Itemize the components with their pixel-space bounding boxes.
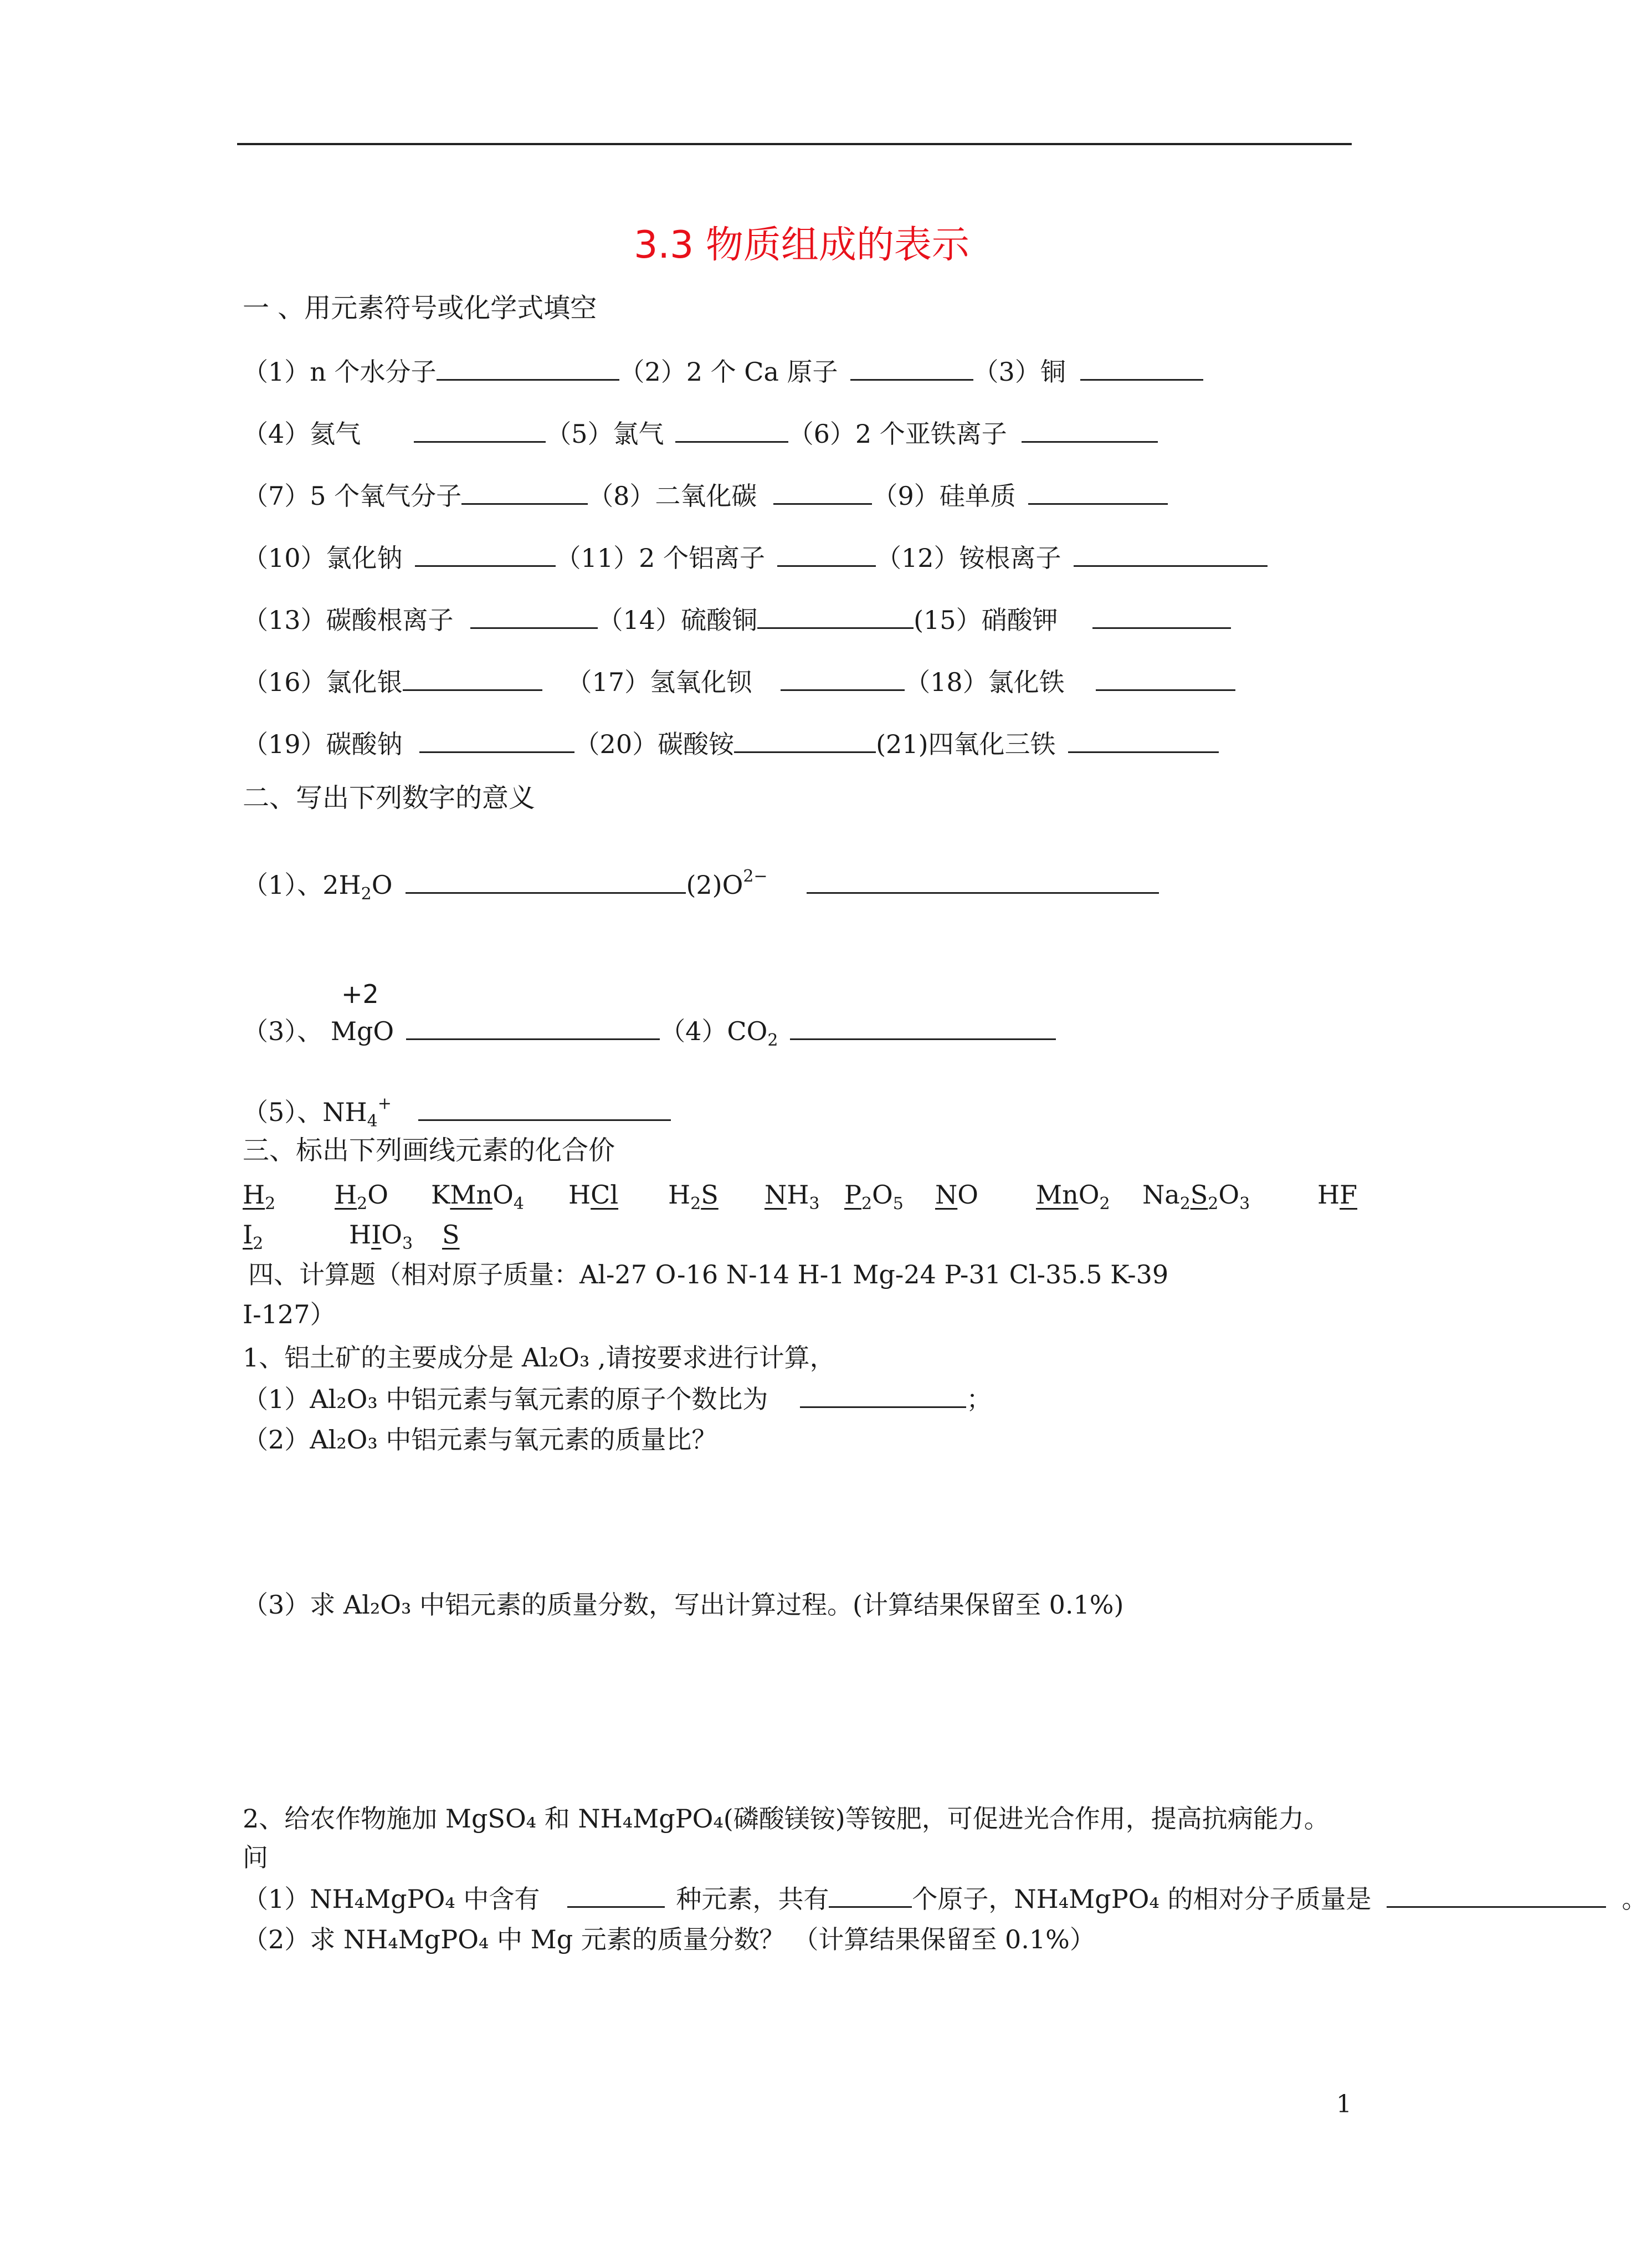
s1-item: （9）硅单质 (872, 481, 1016, 511)
answer-blank[interactable] (414, 417, 546, 443)
s4-q1-2: （2）Al₂O₃ 中铝元素与氧元素的质量比？ (243, 1425, 717, 1455)
s2-q3-charge: +2 (341, 979, 379, 1009)
s1-item: （13）碳酸根离子 (243, 605, 454, 635)
answer-blank[interactable] (406, 868, 686, 894)
s1-item: (21)四氧化三铁 (876, 729, 1056, 759)
answer-blank[interactable] (800, 1382, 966, 1408)
answer-blank[interactable] (418, 1095, 671, 1121)
answer-blank[interactable] (1074, 541, 1268, 567)
s1-item: （12）铵根离子 (875, 543, 1061, 573)
s4-q1-1 (243, 1382, 992, 1416)
section4-heading: 四、计算题（相对原子质量：Al-27 O-16 N-14 H-1 Mg-24 P-31 Cl-35.5 K-39 (248, 1260, 1169, 1289)
formula-kmno4: KMnO$_4$ (431, 1180, 524, 1214)
section2-heading: 二、写出下列数字的意义 (243, 782, 536, 813)
s1-item: （4）氦气 (243, 419, 361, 449)
s1-item: （14）硫酸铜 (597, 605, 758, 635)
answer-blank[interactable] (1080, 355, 1203, 381)
formula-h2o: $H_2O$ (335, 1180, 388, 1214)
s4-q2-2: （2）求 NH₄MgPO₄ 中 Mg 元素的质量分数？ （计算结果保留至 0.1%） (243, 1924, 1095, 1954)
answer-blank[interactable] (437, 355, 619, 381)
answer-blank[interactable] (1096, 665, 1235, 691)
answer-blank[interactable] (734, 727, 876, 753)
page-title: 3.3 物质组成的表示 (634, 223, 969, 267)
s2-line-2 (243, 1014, 1056, 1048)
formula-na2s2o3: $Na_2S_2O_3$ (1142, 1180, 1250, 1214)
s4-q1-1-text: （1）Al₂O₃ 中铝元素与氧元素的原子个数比为 (243, 1384, 768, 1414)
answer-blank[interactable] (757, 603, 914, 629)
answer-blank[interactable] (1028, 479, 1168, 505)
answer-blank[interactable] (829, 1882, 912, 1908)
s1-line-1 (243, 355, 1203, 388)
s2-q5-label: （5）、NH (243, 1097, 367, 1127)
s1-item: （10）氯化钠 (243, 543, 403, 573)
s1-item: （1）n 个水分子 (243, 357, 437, 387)
s2-line-1 (243, 868, 1159, 902)
section3-heading: 三、标出下列画线元素的化合价 (243, 1135, 615, 1166)
s1-item: (15）硝酸钾 (914, 605, 1058, 635)
answer-blank[interactable] (470, 603, 598, 629)
s2-q4-sub: 2 (767, 1031, 778, 1050)
formula-i2: $I_2$ (243, 1220, 264, 1253)
s1-line-5 (243, 603, 1231, 637)
formula-no: NO (935, 1180, 978, 1210)
answer-blank[interactable] (461, 479, 588, 505)
s1-line-3 (243, 479, 1168, 513)
answer-blank[interactable] (1022, 417, 1158, 443)
s1-item: （17）氢氧化钡 (566, 667, 752, 697)
s1-line-6 (243, 665, 1235, 699)
s1-item: （18）氯化铁 (905, 667, 1065, 697)
s1-item: （20）碳酸铵 (574, 729, 735, 759)
answer-blank[interactable] (567, 1882, 665, 1908)
s4-q2-1-a: （1）NH₄MgPO₄ 中含有 (243, 1884, 540, 1914)
s2-q2-sup: 2− (743, 867, 768, 886)
s1-item: （6）2 个亚铁离子 (788, 419, 1007, 449)
s2-q1-label: （1）、2H (243, 870, 361, 900)
s2-line-3 (243, 1095, 671, 1129)
s4-q2-intro: 2、给农作物施加 MgSO₄ 和 NH₄MgPO₄(磷酸镁铵)等铵肥，可促进光合作用，提高抗病能力。 (243, 1804, 1330, 1834)
answer-blank[interactable] (1387, 1882, 1606, 1908)
section1-heading: 一 、用元素符号或化学式填空 (243, 293, 597, 324)
s1-line-4 (243, 541, 1268, 575)
answer-blank[interactable] (1068, 727, 1219, 753)
header-rule (237, 143, 1352, 145)
formula-p2o5: $P_2O_5$ (844, 1180, 904, 1214)
formula-h2: $H_2$ (243, 1180, 276, 1214)
answer-blank[interactable] (1092, 603, 1231, 629)
formula-nh3: $NH_3$ (765, 1180, 820, 1214)
formula-h2s: $H_2S$ (668, 1180, 719, 1214)
s4-q2-1-c: 个原子，NH₄MgPO₄ 的相对分子质量是 (912, 1884, 1372, 1914)
s2-q1-tail: O (371, 870, 393, 900)
s1-item: （7）5 个氧气分子 (243, 481, 462, 511)
formula-hcl: HCl (568, 1180, 619, 1210)
s1-item: （3）铜 (973, 357, 1066, 387)
s2-q5-sub: 4 (367, 1112, 378, 1131)
s4-q1-1-end: ； (966, 1384, 992, 1414)
s4-q2-1-b: 种元素，共有 (676, 1884, 829, 1914)
s1-item: （8）二氧化碳 (588, 481, 757, 511)
s4-q2-intro-cont: 问 (243, 1842, 268, 1872)
s1-item: （2）2 个 Ca 原子 (619, 357, 838, 387)
answer-blank[interactable] (675, 417, 788, 443)
answer-blank[interactable] (790, 1014, 1056, 1040)
answer-blank[interactable] (419, 727, 574, 753)
s4-q1-intro: 1、铝土矿的主要成分是 Al₂O₃ ,请按要求进行计算， (243, 1343, 835, 1373)
formula-s: S (442, 1220, 460, 1250)
answer-blank[interactable] (807, 868, 1159, 894)
s1-item: （11）2 个铝离子 (555, 543, 765, 573)
answer-blank[interactable] (415, 541, 556, 567)
s4-q2-1 (243, 1882, 1647, 1916)
s1-item: （5）氯气 (546, 419, 664, 449)
s2-q2-label: (2)O (686, 870, 743, 900)
page-number: 1 (1336, 2090, 1352, 2118)
s1-line-7 (243, 727, 1219, 761)
s1-item: （16）氯化银 (243, 667, 403, 697)
s2-q1-sub: 2 (361, 884, 372, 904)
section4-heading-cont: I-127） (243, 1299, 336, 1329)
answer-blank[interactable] (777, 541, 876, 567)
s2-q3-label: （3）、 MgO (243, 1016, 394, 1046)
answer-blank[interactable] (406, 1014, 660, 1040)
s4-q1-3: （3）求 Al₂O₃ 中铝元素的质量分数，写出计算过程。(计算结果保留至 0.1%) (243, 1590, 1124, 1620)
s2-q5-sup: + (377, 1094, 392, 1113)
formula-hio3: $HIO_3$ (349, 1220, 413, 1253)
answer-blank[interactable] (403, 665, 542, 691)
formula-hf: HF (1317, 1180, 1358, 1210)
answer-blank[interactable] (781, 665, 905, 691)
s2-q4-label: （4）CO (660, 1016, 768, 1046)
answer-blank[interactable] (850, 355, 973, 381)
answer-blank[interactable] (773, 479, 872, 505)
s1-item: （19）碳酸钠 (243, 729, 403, 759)
s4-q2-1-end: 。 (1622, 1884, 1647, 1914)
formula-mno2: MnO$_2$ (1036, 1180, 1110, 1214)
s1-line-2 (243, 417, 1158, 450)
